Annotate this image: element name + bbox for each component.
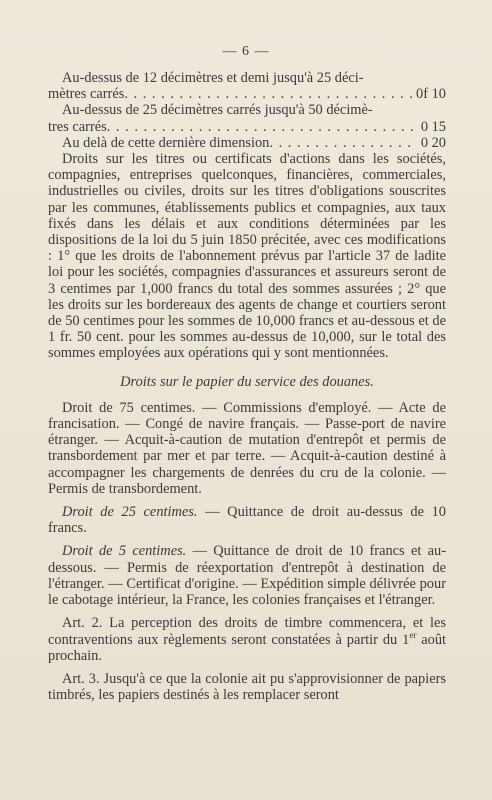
tariff-line-2-leader bbox=[48, 119, 446, 135]
article-2-superscript: er bbox=[409, 629, 417, 640]
dot-leader bbox=[269, 135, 416, 151]
article-3: Art. 3. Jusqu'à ce que la colonie ait pu s'approvisionner de papiers timbrés, les papiers destinés à les remplacer seront bbox=[48, 670, 446, 704]
paragraph-droit-75-text: — Commissions d'employé. — Acte de francisation. — Congé de navire français. — Passe-port de navire étranger. — Acquit-à-caution de mutation d'entrepôt et permis de transbordement par mer et par terre. — Acquit-à-caution destiné à accompagner les chargements de denrées du cru de la colonie. — Permis de transbordement. bbox=[48, 399, 446, 497]
tariff-line-1-leader bbox=[48, 86, 446, 102]
page-number: — 6 — bbox=[222, 44, 270, 59]
paragraph-droit-5 bbox=[48, 543, 446, 608]
paragraph-droit-25 bbox=[48, 504, 446, 536]
tariff-line-3-label: Au delà de cette dernière dimension bbox=[62, 134, 270, 151]
paragraph-droit-75-lead: Droit de 75 centimes. bbox=[62, 399, 196, 416]
section-heading: Droits sur le papier du service des douanes. bbox=[120, 373, 374, 390]
paragraph-droit-5-lead: Droit de 5 centimes. bbox=[62, 543, 187, 560]
article-2 bbox=[48, 615, 446, 664]
paragraph-droit-75 bbox=[48, 400, 446, 497]
dot-leader bbox=[124, 86, 412, 102]
article-2-text: Art. 2. La perception des droits de timbre commencera, et les contraventions aux règlements seront constatées à partir du 1 bbox=[48, 615, 446, 648]
tariff-line-1-label: mètres carrés bbox=[48, 86, 125, 103]
tariff-line-3-leader bbox=[48, 135, 446, 151]
tariff-line-2-label: tres carrés bbox=[48, 118, 107, 135]
article-2-end: août prochain. bbox=[48, 631, 447, 664]
paragraph-droit-25-lead: Droit de 25 centimes. bbox=[62, 504, 198, 521]
tariff-line-1-value: 0f 10 bbox=[416, 86, 446, 103]
paragraph-droits-titres: Droits sur les titres ou certificats d'actions dans les sociétés, compagnies, entreprises quelconques, financières, commerciales, industrielles ou civiles, droits sur les titres d'obligations souscrites par les communes, établissements publics et compagnies, aux taux fixés dans les délais et aux conditions déterminées par les dispositions de la loi du 5 juin 1850 précitée, avec ces modifications : 1° que les droits de l'abonnement prévus par l'article 37 de ladite loi pour les sociétés, compagnies d'assurances et assureurs seront de 3 centimes par 1,000 francs du total des sommes assurées ; 2° que les droits sur les bordereaux des agents de change et courtiers seront de 50 centimes pour les sommes de 10,000 francs et au-dessous et de 1 fr. 50 cent. pour les sommes au-dessus de 10,000, sur le total des sommes employées aux opérations qui y sont mentionnées. bbox=[48, 151, 446, 362]
tariff-line-1-text: Au-dessus de 12 décimètres et demi jusqu'à 25 déci- bbox=[62, 70, 364, 86]
paragraph-droit-25-text: — Quittance de droit au-dessus de 10 francs. bbox=[48, 504, 446, 537]
page-body bbox=[48, 70, 446, 703]
dot-leader bbox=[107, 119, 417, 135]
tariff-line-3-value: 0 20 bbox=[420, 134, 446, 151]
paragraph-droit-5-text: — Quittance de droit de 10 francs et au-dessous. — Permis de réexportation d'entrepôt à destination de l'étranger. — Certificat d'origine. — Expédition simple délivrée pour le cabotage intérieur, la France, les colonies françaises et l'étranger. bbox=[48, 543, 447, 609]
tariff-line-2-value: 0 15 bbox=[420, 118, 446, 135]
tariff-line-2-text: Au-dessus de 25 décimètres carrés jusqu'à 50 décimè- bbox=[62, 102, 373, 119]
